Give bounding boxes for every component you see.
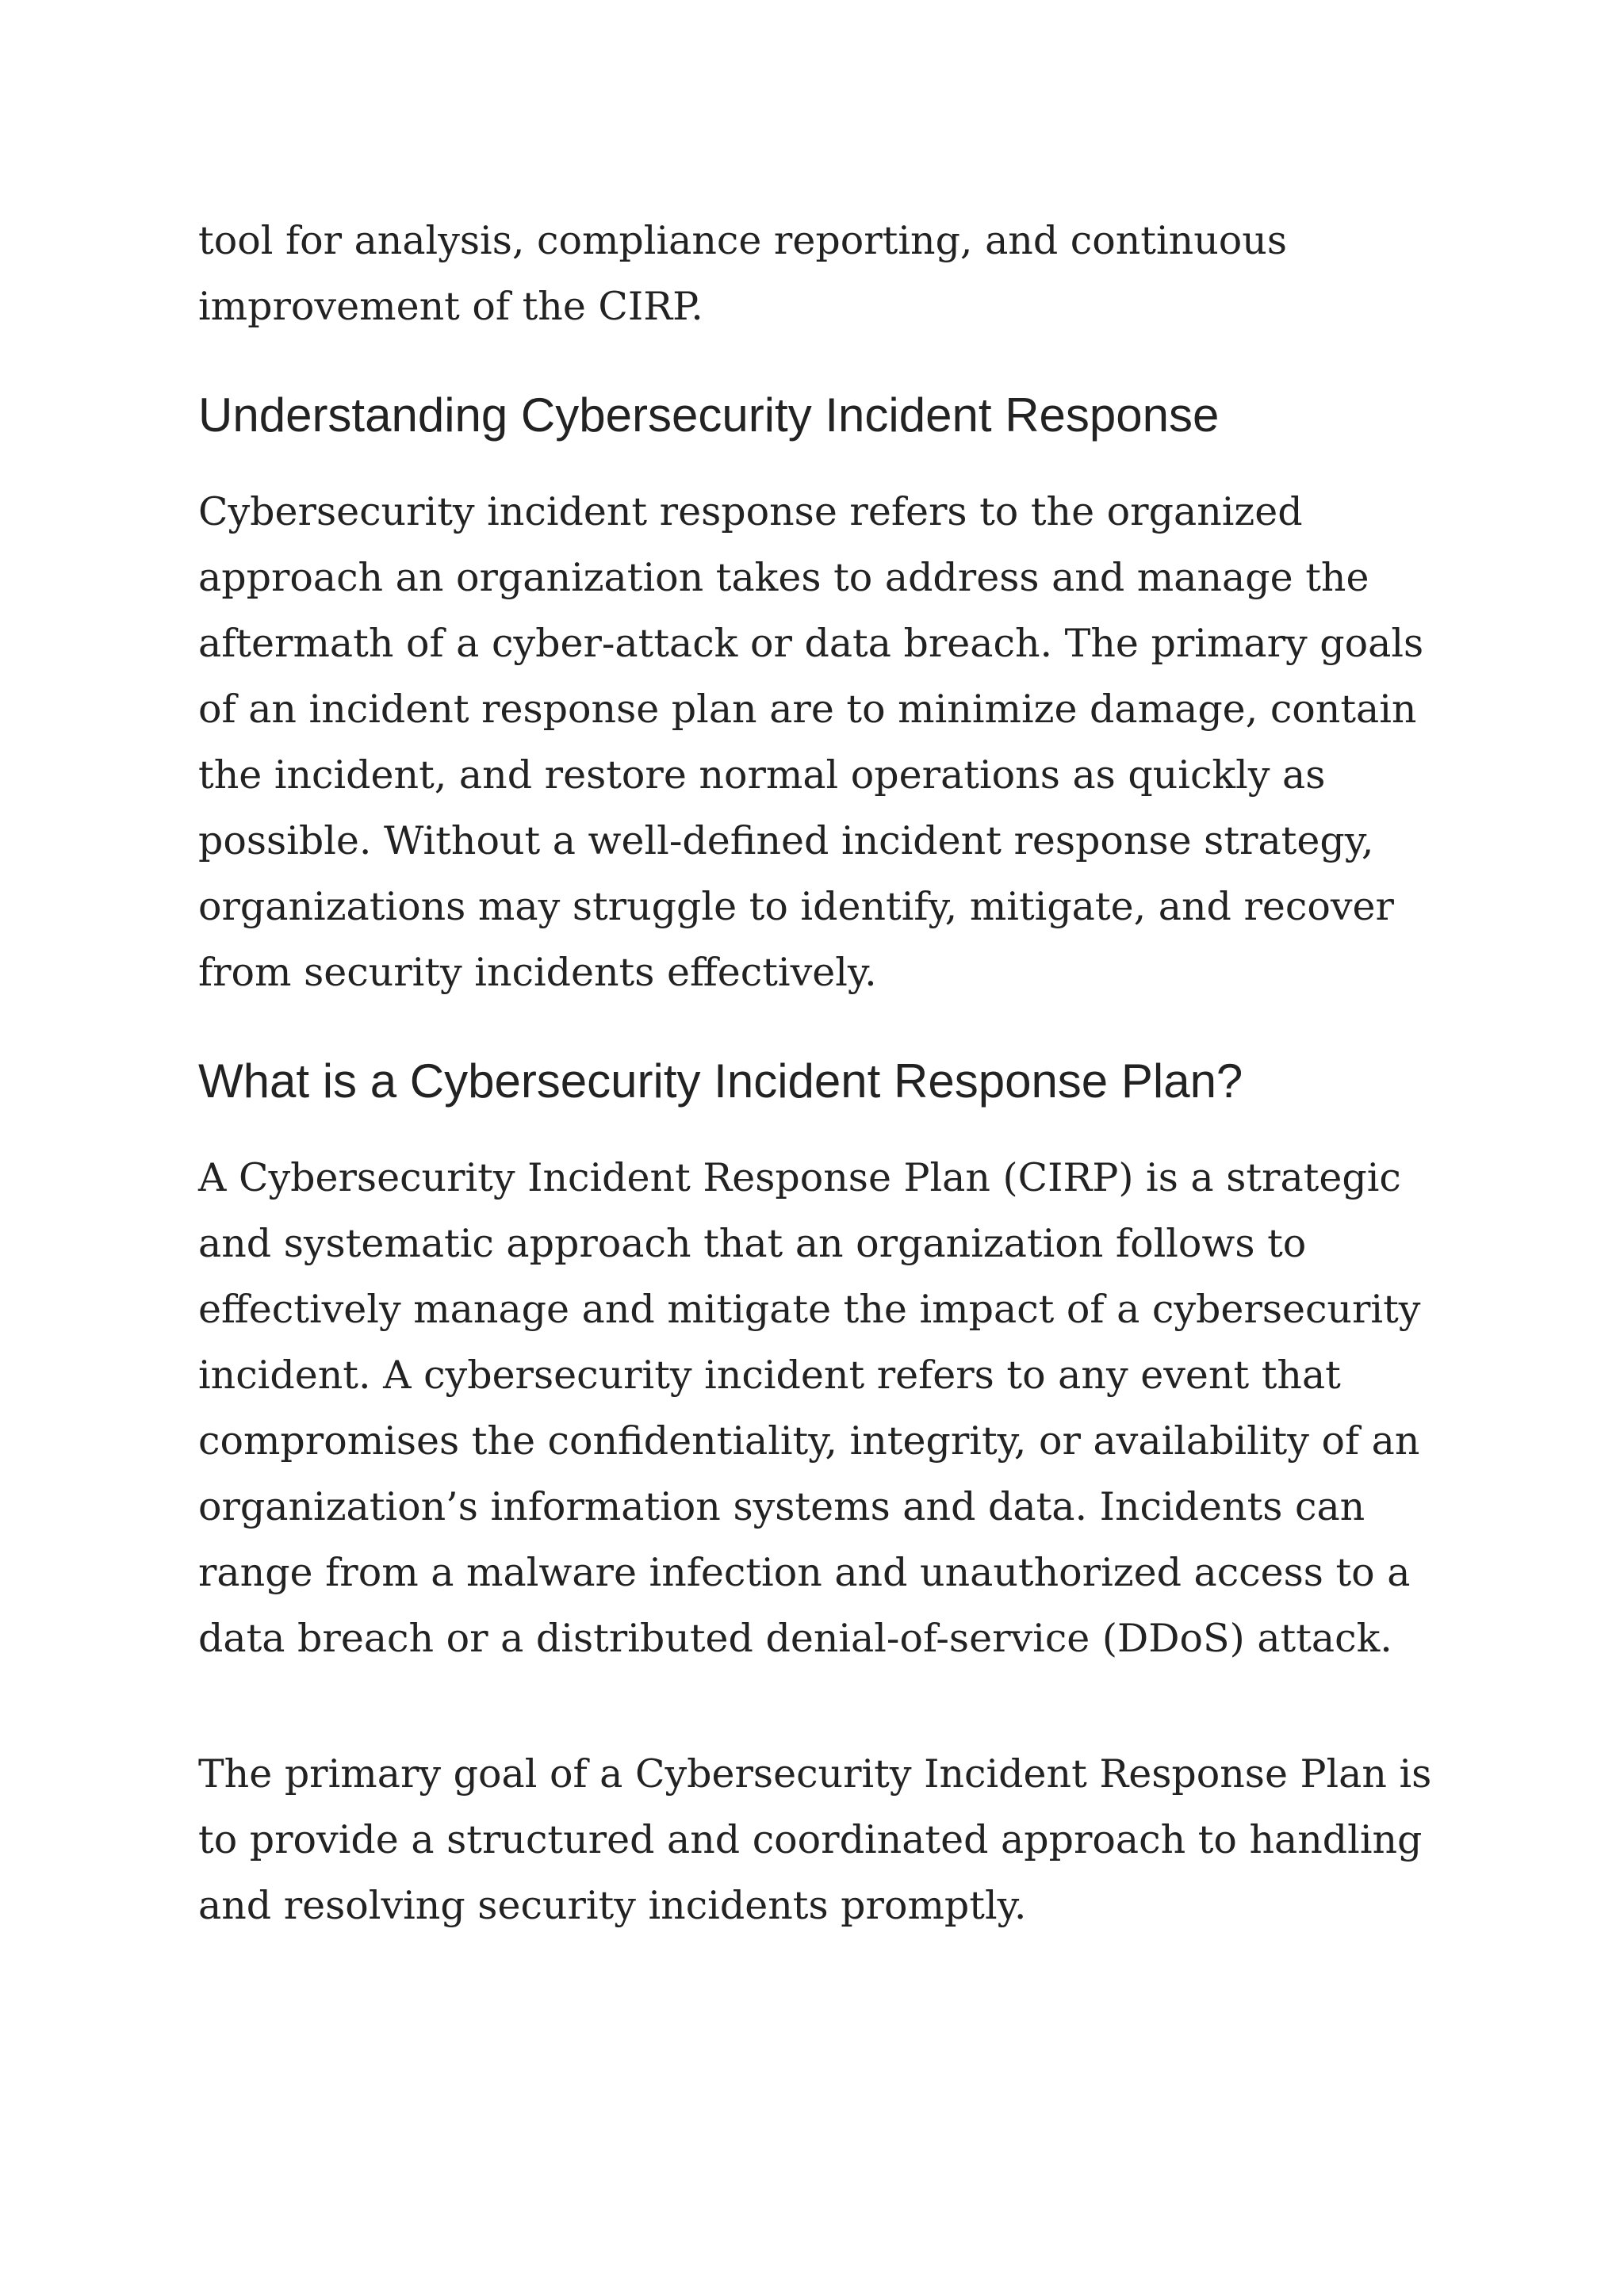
section-heading-understanding: Understanding Cybersecurity Incident Response [198, 388, 1220, 442]
section-heading-what-is-cirp: What is a Cybersecurity Incident Response Plan? [198, 1054, 1243, 1108]
document-page [198, 208, 1451, 1938]
cirp-definition-paragraph: A Cybersecurity Incident Response Plan (CIRP) is a strategic and systematic approach that an organization follows to effectively manage and mitigate the impact of a cybersecurity incident. A cybersecurity incident refers to any event that compromises the confidentiality, integrity, or availability of an organization’s information systems and data. Incidents can range from a malware infection and unauthorized access to a data breach or a distributed denial-of-service (DDoS) attack. [198, 1155, 1421, 1661]
intro-paragraph: tool for analysis, compliance reporting, and continuous improvement of the CIRP. [198, 218, 1287, 329]
understanding-paragraph: Cybersecurity incident response refers to the organized approach an organization takes to address and manage the aftermath of a cyber-attack or data breach. The primary goals of an incident response plan are to minimize damage, contain the incident, and restore normal operations as quickly as possible. Without a well-defined incident response strategy, organizations may struggle to identify, mitigate, and recover from security incidents effectively. [198, 489, 1424, 995]
cirp-goal-paragraph: The primary goal of a Cybersecurity Incident Response Plan is to provide a structured and coordinated approach to handling and resolving security incidents promptly. [198, 1751, 1432, 1928]
